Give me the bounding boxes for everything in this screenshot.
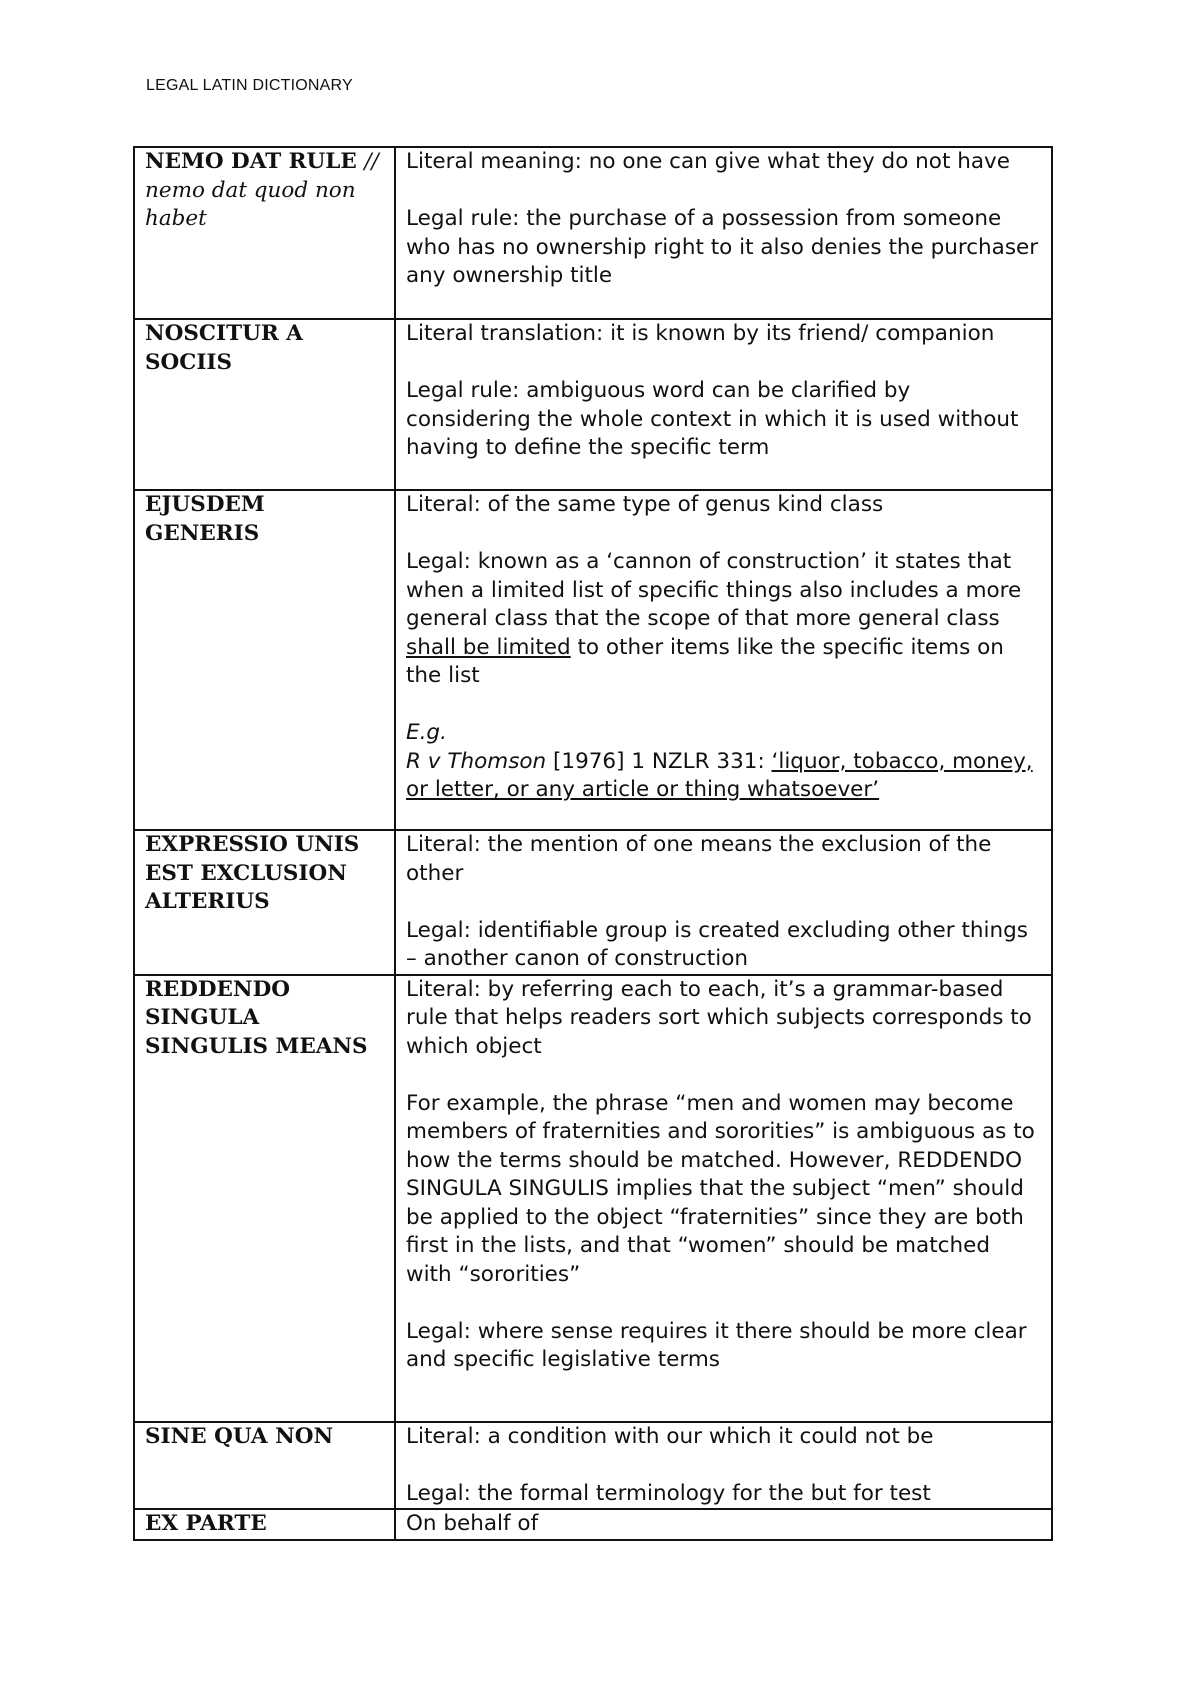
- case-cite: [1976] 1 NZLR 331:: [546, 748, 772, 774]
- term-cell: [134, 490, 395, 830]
- term-text: REDDENDO SINGULA SINGULIS MEANS: [145, 976, 368, 1059]
- term-text: SINE QUA NON: [145, 1423, 334, 1449]
- definition-cell: [395, 830, 1052, 975]
- definition-cell: [395, 490, 1052, 830]
- term-cell: [134, 1509, 395, 1540]
- definition-cell: [395, 147, 1052, 319]
- table-row: [134, 1509, 1052, 1540]
- literal-meaning: Literal: of the same type of genus kind class: [406, 492, 884, 517]
- term-text: EX PARTE: [145, 1511, 267, 1536]
- definition-cell: [395, 1422, 1052, 1510]
- legal-meaning-part: to other items like the specific items on the list: [406, 634, 1004, 688]
- term-cell: [134, 1422, 395, 1510]
- case-quote: ‘liquor, tobacco, money, or letter, or any article or thing whatsoever’: [406, 748, 1033, 802]
- term-text: EXPRESSIO UNIS EST EXCLUSION ALTERIUS: [145, 832, 360, 914]
- literal-meaning: Literal translation: it is known by its friend/ companion: [406, 321, 995, 346]
- example-paragraph: For example, the phrase “men and women may become members of fraternities and sororities” is ambiguous as to how the terms should be matched. However, REDDENDO SINGULA SINGULIS implies that the subject “men” should be applied to the object “fraternities” since they are both first in the lists, and that “women” should be matched with “sororities”: [406, 1090, 1035, 1287]
- term-cell: [134, 319, 395, 490]
- case-citation: [406, 748, 1041, 805]
- term-text: EJUSDEM GENERIS: [145, 492, 265, 546]
- table-row: [134, 319, 1052, 490]
- definition-cell: [395, 975, 1052, 1422]
- literal-meaning: Literal meaning: no one can give what they do not have: [406, 149, 1010, 174]
- literal-meaning: Literal: a condition with our which it could not be: [406, 1423, 934, 1449]
- table-row: [134, 490, 1052, 830]
- underlined-phrase: shall be limited: [406, 634, 571, 660]
- term-cell: [134, 975, 395, 1422]
- literal-meaning: On behalf of: [406, 1511, 539, 1536]
- term-cell: [134, 830, 395, 975]
- page-header: LEGAL LATIN DICTIONARY: [146, 77, 353, 94]
- literal-meaning: Literal: the mention of one means the exclusion of the other: [406, 832, 992, 886]
- table-row: [134, 1422, 1052, 1510]
- legal-meaning: Legal: where sense requires it there should be more clear and specific legislative terms: [406, 1318, 1027, 1372]
- legal-meaning: Legal rule: ambiguous word can be clarified by considering the whole context in which it is used without having to define the specific term: [406, 378, 1019, 460]
- legal-meaning: [406, 548, 1041, 691]
- term-separator: //: [364, 149, 379, 174]
- table-row: [134, 975, 1052, 1422]
- table-row: [134, 147, 1052, 319]
- definition-cell: [395, 1509, 1052, 1540]
- term-cell: [134, 147, 395, 319]
- case-name: R v Thomson: [406, 748, 547, 774]
- legal-meaning: Legal rule: the purchase of a possession from someone who has no ownership right to it also denies the purchaser any ownership title: [406, 206, 1039, 288]
- table-row: [134, 830, 1052, 975]
- literal-meaning: Literal: by referring each to each, it’s a grammar-based rule that helps readers sort which subjects corresponds to which object: [406, 976, 1032, 1059]
- term-text: NOSCITUR A SOCIIS: [145, 321, 303, 375]
- term-text: NEMO DAT RULE: [145, 149, 357, 174]
- example-label: [406, 719, 1041, 748]
- legal-meaning-part: Legal: known as a ‘cannon of construction’ it states that when a limited list of specific things also includes a more general class that the scope of that more general class: [406, 549, 1022, 631]
- definition-cell: [395, 319, 1052, 490]
- legal-meaning: Legal: the formal terminology for the but for test: [406, 1480, 931, 1506]
- example-label-text: E.g.: [406, 720, 447, 745]
- legal-latin-table: [133, 146, 1053, 1541]
- term-alt-text: nemo dat quod non habet: [145, 177, 356, 231]
- legal-meaning: Legal: identifiable group is created excluding other things – another canon of construction: [406, 917, 1028, 971]
